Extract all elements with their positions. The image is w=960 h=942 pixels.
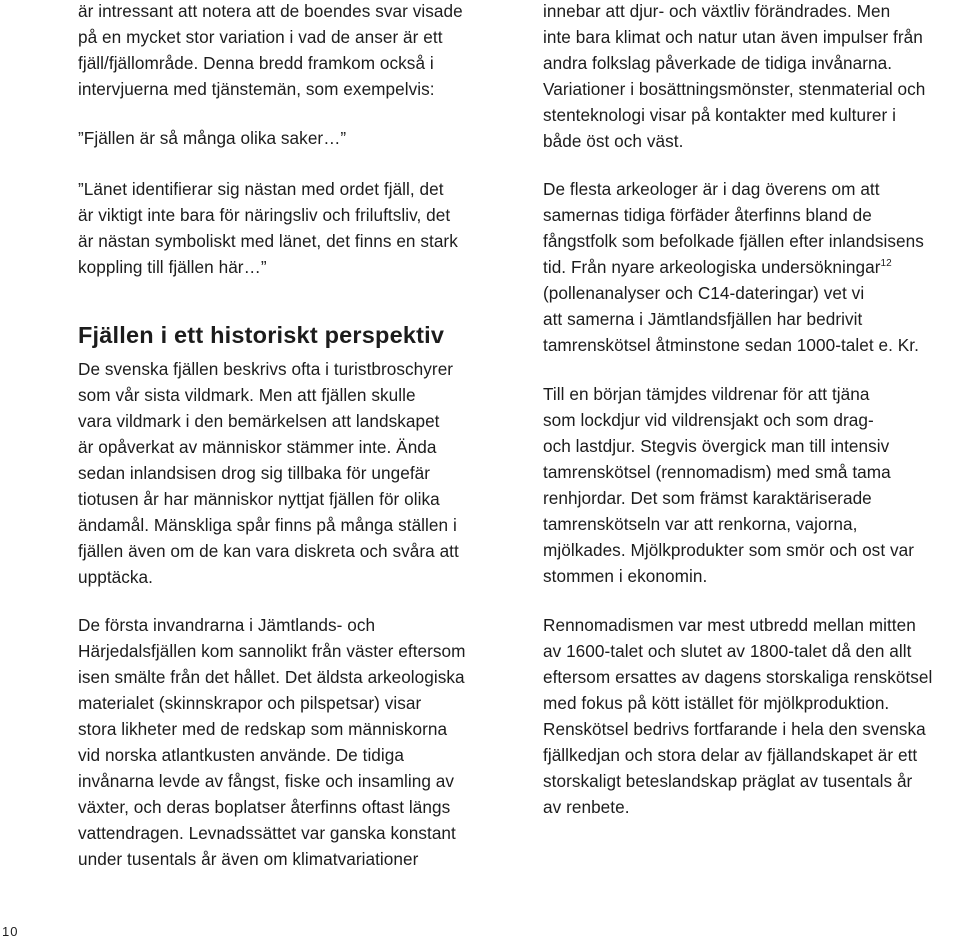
quote-line: är viktigt inte bara för näringsliv och friluftsliv, det bbox=[78, 205, 451, 225]
text-line: Renskötsel bedrivs fortfarande i hela den svenska bbox=[543, 719, 926, 739]
page-number: 10 bbox=[2, 924, 19, 939]
section-heading: Fjällen i ett historiskt perspektiv bbox=[78, 322, 445, 348]
text-line: vattendragen. Levnadssättet var ganska konstant bbox=[78, 823, 456, 843]
text-line bbox=[543, 254, 892, 280]
text-line: storskaligt beteslandskap präglat av tusentals år bbox=[543, 771, 913, 791]
text-line: både öst och väst. bbox=[543, 131, 684, 151]
text-line: på en mycket stor variation i vad de anser är ett bbox=[78, 27, 443, 47]
text-line: Till en början tämjdes vildrenar för att tjäna bbox=[543, 384, 870, 404]
text-line: ändamål. Mänskliga spår finns på många ställen i bbox=[78, 515, 457, 535]
text-line: är intressant att notera att de boendes svar visade bbox=[78, 1, 463, 21]
text-line: invånarna levde av fångst, fiske och insamling av bbox=[78, 771, 455, 791]
text-line: (pollenanalyser och C14-dateringar) vet vi bbox=[543, 283, 865, 303]
text-line: De svenska fjällen beskrivs ofta i turistbroschyrer bbox=[78, 359, 454, 379]
text-line: med fokus på kött istället för mjölkproduktion. bbox=[543, 693, 890, 713]
text-line: De första invandrarna i Jämtlands- och bbox=[78, 615, 376, 635]
text-line: mjölkades. Mjölkprodukter som smör och ost var bbox=[543, 540, 914, 560]
text-line: vara vildmark i den bemärkelsen att landskapet bbox=[78, 411, 440, 431]
text-line: Variationer i bosättningsmönster, stenmaterial och bbox=[543, 79, 926, 99]
text-line: av renbete. bbox=[543, 797, 630, 817]
text-line: tamrenskötsel (rennomadism) med små tama bbox=[543, 462, 891, 482]
quote-line: koppling till fjällen här…” bbox=[78, 257, 267, 277]
text-line: Härjedalsfjällen kom sannolikt från väster eftersom bbox=[78, 641, 466, 661]
text-line: sedan inlandsisen drog sig tillbaka för ungefär bbox=[78, 463, 431, 483]
text-line: stora likheter med de redskap som människorna bbox=[78, 719, 448, 739]
quote-line: ”Länet identifierar sig nästan med ordet fjäll, det bbox=[78, 179, 444, 199]
text-line-content: tid. Från nyare arkeologiska undersökningar bbox=[543, 257, 881, 277]
text-line: andra folkslag påverkade de tidiga invånarna. bbox=[543, 53, 893, 73]
text-line: tamrenskötsel åtminstone sedan 1000-talet e. Kr. bbox=[543, 335, 919, 355]
text-line: av 1600-talet och slutet av 1800-talet då den allt bbox=[543, 641, 912, 661]
text-line: tiotusen år har människor nyttjat fjällen för olika bbox=[78, 489, 440, 509]
text-line: är opåverkat av människor stämmer inte. Ända bbox=[78, 437, 437, 457]
text-line: intervjuerna med tjänstemän, som exempelvis: bbox=[78, 79, 435, 99]
text-line: som lockdjur vid vildrensjakt och som drag- bbox=[543, 410, 874, 430]
text-line: renhjordar. Det som främst karaktäriserade bbox=[543, 488, 872, 508]
text-line: stommen i ekonomin. bbox=[543, 566, 708, 586]
text-line: och lastdjur. Stegvis övergick man till intensiv bbox=[543, 436, 890, 456]
text-line: materialet (skinnskrapor och pilspetsar) visar bbox=[78, 693, 422, 713]
text-line: isen smälte från det hållet. Det äldsta arkeologiska bbox=[78, 667, 465, 687]
text-line: under tusentals år även om klimatvariationer bbox=[78, 849, 419, 869]
text-line: eftersom ersattes av dagens storskaliga renskötsel bbox=[543, 667, 933, 687]
text-line: tamrenskötseln var att renkorna, vajorna, bbox=[543, 514, 858, 534]
text-line: vid norska atlantkusten använde. De tidiga bbox=[78, 745, 405, 765]
text-line: inte bara klimat och natur utan även impulser från bbox=[543, 27, 923, 47]
text-line: De flesta arkeologer är i dag överens om att bbox=[543, 179, 880, 199]
quote-line: ”Fjällen är så många olika saker…” bbox=[78, 128, 347, 148]
text-line: fjäll/fjällområde. Denna bredd framkom också i bbox=[78, 53, 434, 73]
text-line: fjällkedjan och stora delar av fjällandskapet är ett bbox=[543, 745, 918, 765]
text-line: växter, och deras boplatser återfinns oftast längs bbox=[78, 797, 451, 817]
text-line: innebar att djur- och växtliv förändrades. Men bbox=[543, 1, 891, 21]
text-line: fångstfolk som befolkade fjällen efter inlandsisens bbox=[543, 231, 924, 251]
quote-line: är nästan symboliskt med länet, det finns en stark bbox=[78, 231, 458, 251]
text-line: samernas tidiga förfäder återfinns bland de bbox=[543, 205, 872, 225]
footnote-reference: 12 bbox=[880, 258, 892, 269]
text-line: som vår sista vildmark. Men att fjällen skulle bbox=[78, 385, 416, 405]
text-line: upptäcka. bbox=[78, 567, 153, 587]
text-line: Rennomadismen var mest utbredd mellan mitten bbox=[543, 615, 916, 635]
text-line: att samerna i Jämtlandsfjällen har bedrivit bbox=[543, 309, 863, 329]
text-line: stenteknologi visar på kontakter med kulturer i bbox=[543, 105, 896, 125]
text-line: fjällen även om de kan vara diskreta och svåra att bbox=[78, 541, 459, 561]
